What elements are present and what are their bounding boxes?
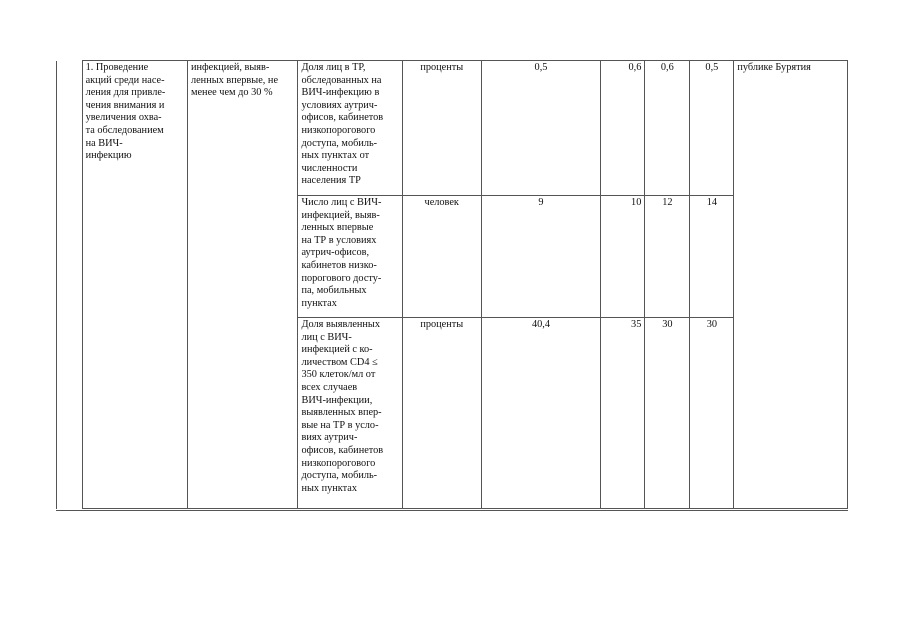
base-value: 40,4 <box>531 319 550 330</box>
year2-value: 0,6 <box>660 62 674 73</box>
year1-value-cell <box>601 196 645 318</box>
year3-value: 14 <box>706 197 717 208</box>
year2-value-cell <box>645 196 690 318</box>
unit-text: проценты <box>420 62 464 73</box>
base-value-cell <box>481 318 601 509</box>
year1-value: 0,6 <box>628 62 642 73</box>
goal-text: инфекцией, выяв- ленных впервые, не менее чем до 30 % <box>190 62 279 99</box>
indicator-text: Доля выявленных лиц с ВИЧ- инфекцией с ко- личеством CD4 ≤ 350 клеток/мл от всех случаев ВИЧ-инфекции, выявленных впер- вые на ТР в усло- виях аутрич- офисов, кабинетов низкопорогового доступа, мобиль- ных пунктах <box>301 319 384 494</box>
indicator-cell <box>298 318 402 509</box>
number-column-cell <box>57 61 83 509</box>
year1-value-cell <box>601 318 645 509</box>
year3-value-cell <box>690 318 734 509</box>
unit-cell <box>402 61 481 196</box>
indicator-cell <box>298 61 402 196</box>
year2-value: 12 <box>662 197 673 208</box>
year3-value: 0,5 <box>705 62 719 73</box>
base-value: 9 <box>538 197 544 208</box>
year2-value-cell <box>645 61 690 196</box>
indicator-cell <box>298 196 402 318</box>
indicator-text: Доля лиц в ТР, обследованных на ВИЧ-инфекцию в условиях аутрич- офисов, кабинетов низкопорогового доступа, мобиль- ных пунктах от численности населения ТР <box>301 62 384 187</box>
base-value-cell <box>481 196 601 318</box>
table-bottom-border <box>56 510 848 511</box>
measure-text: 1. Проведение акций среди насе- ления для привле- чения внимания и увеличения охва- та обследованием на ВИЧ- инфекцию <box>85 62 166 162</box>
year3-value-cell <box>690 196 734 318</box>
indicator-text: Число лиц с ВИЧ- инфекцией, выяв- ленных впервые на ТР в условиях аутрич-офисов, кабинетов низко- порогового досту- па, мобильных пунктах <box>301 197 382 309</box>
base-value-cell <box>481 61 601 196</box>
base-value: 0,5 <box>534 62 548 73</box>
responsible-cell <box>734 61 848 509</box>
year3-value: 30 <box>706 319 717 330</box>
year1-value: 35 <box>631 319 642 330</box>
unit-text: человек <box>424 197 459 208</box>
responsible-text: публике Бурятия <box>737 62 811 73</box>
unit-cell <box>402 318 481 509</box>
year2-value: 30 <box>662 319 673 330</box>
goal-cell <box>187 61 298 509</box>
program-table <box>56 60 848 509</box>
year2-value-cell <box>645 318 690 509</box>
year3-value-cell <box>690 61 734 196</box>
year1-value: 10 <box>631 197 642 208</box>
unit-text: проценты <box>420 319 464 330</box>
year1-value-cell <box>601 61 645 196</box>
unit-cell <box>402 196 481 318</box>
measure-cell <box>82 61 187 509</box>
table-row <box>57 61 848 196</box>
